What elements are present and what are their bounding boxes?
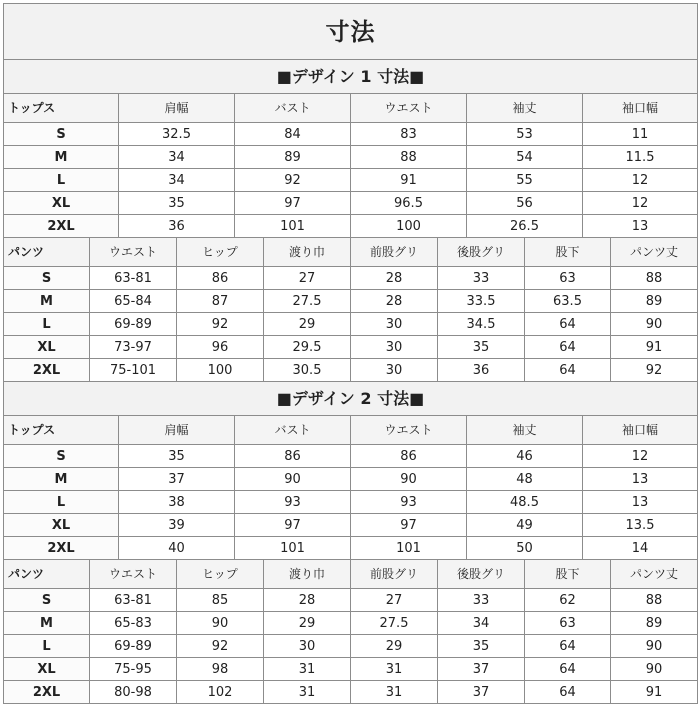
- page-title: 寸法: [4, 4, 698, 60]
- table-cell: 37: [438, 681, 525, 704]
- table-cell: 13: [583, 491, 698, 514]
- table-cell: 11: [583, 123, 698, 146]
- pants-column-header: ウエスト: [90, 238, 177, 267]
- table-cell: 34.5: [438, 313, 525, 336]
- section-heading: ■デザイン 1 寸法■: [4, 60, 698, 94]
- table-cell: 32.5: [119, 123, 235, 146]
- table-cell: 69-89: [90, 635, 177, 658]
- table-cell: 96.5: [351, 192, 467, 215]
- table-cell: 56: [467, 192, 583, 215]
- size-label: 2XL: [4, 681, 90, 704]
- pants-column-header: 股下: [525, 560, 611, 589]
- table-cell: 30: [351, 359, 438, 382]
- table-cell: 55: [467, 169, 583, 192]
- table-cell: 30: [351, 336, 438, 359]
- size-label: XL: [4, 192, 119, 215]
- pants-column-header: ウエスト: [90, 560, 177, 589]
- table-cell: 87: [177, 290, 264, 313]
- table-cell: 64: [525, 681, 611, 704]
- table-cell: 88: [351, 146, 467, 169]
- table-cell: 28: [264, 589, 351, 612]
- size-label: XL: [4, 514, 119, 537]
- size-label: M: [4, 468, 119, 491]
- table-cell: 49: [467, 514, 583, 537]
- pants-corner-label: パンツ: [4, 238, 90, 267]
- pants-column-header: 前股グリ: [351, 238, 438, 267]
- tops-column-header: 袖口幅: [583, 94, 698, 123]
- table-cell: 13: [583, 468, 698, 491]
- table-cell: 29: [264, 313, 351, 336]
- table-cell: 31: [351, 681, 438, 704]
- table-cell: 73-97: [90, 336, 177, 359]
- table-cell: 75-101: [90, 359, 177, 382]
- tops-column-header: バスト: [235, 94, 351, 123]
- table-cell: 35: [119, 192, 235, 215]
- size-label: M: [4, 146, 119, 169]
- table-cell: 34: [438, 612, 525, 635]
- pants-column-header: 渡り巾: [264, 560, 351, 589]
- table-row: [4, 658, 698, 681]
- tops-column-header: 肩幅: [119, 416, 235, 445]
- table-row: [4, 215, 698, 238]
- table-cell: 13: [583, 215, 698, 238]
- table-cell: 53: [467, 123, 583, 146]
- table-cell: 38: [119, 491, 235, 514]
- table-cell: 12: [583, 445, 698, 468]
- table-cell: 83: [351, 123, 467, 146]
- pants-column-header: 渡り巾: [264, 238, 351, 267]
- table-cell: 91: [351, 169, 467, 192]
- table-cell: 31: [351, 658, 438, 681]
- table-cell: 86: [177, 267, 264, 290]
- table-cell: 34: [119, 146, 235, 169]
- table-cell: 88: [611, 267, 698, 290]
- table-cell: 90: [611, 635, 698, 658]
- table-row: [4, 313, 698, 336]
- table-cell: 100: [177, 359, 264, 382]
- table-cell: 64: [525, 359, 611, 382]
- table-cell: 89: [611, 612, 698, 635]
- table-cell: 64: [525, 336, 611, 359]
- table-cell: 27: [264, 267, 351, 290]
- table-cell: 33.5: [438, 290, 525, 313]
- table-cell: 101: [351, 537, 467, 560]
- table-cell: 54: [467, 146, 583, 169]
- size-table: [3, 3, 698, 704]
- table-cell: 63: [525, 267, 611, 290]
- size-label: S: [4, 445, 119, 468]
- table-cell: 64: [525, 635, 611, 658]
- pants-column-header: 股下: [525, 238, 611, 267]
- table-row: [4, 192, 698, 215]
- pants-header-row: [4, 560, 698, 589]
- table-cell: 48.5: [467, 491, 583, 514]
- table-cell: 92: [611, 359, 698, 382]
- table-row: [4, 468, 698, 491]
- table-cell: 91: [611, 336, 698, 359]
- table-cell: 84: [235, 123, 351, 146]
- pants-column-header: パンツ丈: [611, 560, 698, 589]
- tops-header-row: [4, 416, 698, 445]
- table-row: [4, 514, 698, 537]
- table-cell: 11.5: [583, 146, 698, 169]
- table-cell: 85: [177, 589, 264, 612]
- size-label: M: [4, 290, 90, 313]
- table-cell: 80-98: [90, 681, 177, 704]
- table-cell: 91: [611, 681, 698, 704]
- table-cell: 14: [583, 537, 698, 560]
- pants-column-header: 後股グリ: [438, 560, 525, 589]
- table-row: [4, 537, 698, 560]
- table-cell: 89: [235, 146, 351, 169]
- table-cell: 50: [467, 537, 583, 560]
- table-cell: 101: [235, 537, 351, 560]
- table-cell: 27: [351, 589, 438, 612]
- table-cell: 100: [351, 215, 467, 238]
- section-heading-row: [4, 382, 698, 416]
- section-heading-row: [4, 60, 698, 94]
- pants-column-header: 前股グリ: [351, 560, 438, 589]
- table-cell: 37: [438, 658, 525, 681]
- table-cell: 65-84: [90, 290, 177, 313]
- table-cell: 69-89: [90, 313, 177, 336]
- table-cell: 86: [235, 445, 351, 468]
- table-cell: 96: [177, 336, 264, 359]
- table-cell: 33: [438, 267, 525, 290]
- pants-corner-label: パンツ: [4, 560, 90, 589]
- title-row: [4, 4, 698, 60]
- pants-column-header: ヒップ: [177, 560, 264, 589]
- table-cell: 63-81: [90, 267, 177, 290]
- table-cell: 93: [235, 491, 351, 514]
- table-cell: 97: [351, 514, 467, 537]
- tops-column-header: 袖丈: [467, 94, 583, 123]
- tops-column-header: 袖丈: [467, 416, 583, 445]
- table-cell: 27.5: [264, 290, 351, 313]
- table-cell: 90: [235, 468, 351, 491]
- table-row: [4, 681, 698, 704]
- table-cell: 92: [177, 635, 264, 658]
- table-cell: 33: [438, 589, 525, 612]
- size-label: 2XL: [4, 537, 119, 560]
- table-cell: 29: [351, 635, 438, 658]
- table-cell: 28: [351, 267, 438, 290]
- table-row: [4, 359, 698, 382]
- size-label: S: [4, 123, 119, 146]
- table-cell: 35: [438, 336, 525, 359]
- table-cell: 63: [525, 612, 611, 635]
- size-label: L: [4, 491, 119, 514]
- table-cell: 90: [351, 468, 467, 491]
- table-cell: 27.5: [351, 612, 438, 635]
- size-chart: [3, 3, 697, 700]
- table-cell: 102: [177, 681, 264, 704]
- table-row: [4, 169, 698, 192]
- table-cell: 29: [264, 612, 351, 635]
- table-cell: 31: [264, 681, 351, 704]
- table-cell: 35: [438, 635, 525, 658]
- table-cell: 12: [583, 192, 698, 215]
- size-label: L: [4, 169, 119, 192]
- table-cell: 34: [119, 169, 235, 192]
- table-cell: 90: [611, 313, 698, 336]
- table-row: [4, 267, 698, 290]
- table-cell: 98: [177, 658, 264, 681]
- table-row: [4, 290, 698, 313]
- size-label: M: [4, 612, 90, 635]
- table-cell: 90: [177, 612, 264, 635]
- table-cell: 97: [235, 192, 351, 215]
- size-label: L: [4, 313, 90, 336]
- table-row: [4, 589, 698, 612]
- size-label: 2XL: [4, 359, 90, 382]
- table-cell: 13.5: [583, 514, 698, 537]
- table-cell: 92: [235, 169, 351, 192]
- tops-column-header: 肩幅: [119, 94, 235, 123]
- table-cell: 40: [119, 537, 235, 560]
- table-cell: 63-81: [90, 589, 177, 612]
- tops-corner-label: トップス: [4, 416, 119, 445]
- tops-header-row: [4, 94, 698, 123]
- table-cell: 63.5: [525, 290, 611, 313]
- table-cell: 48: [467, 468, 583, 491]
- tops-column-header: ウエスト: [351, 416, 467, 445]
- table-cell: 30.5: [264, 359, 351, 382]
- tops-column-header: 袖口幅: [583, 416, 698, 445]
- table-cell: 75-95: [90, 658, 177, 681]
- table-row: [4, 635, 698, 658]
- table-row: [4, 336, 698, 359]
- pants-column-header: ヒップ: [177, 238, 264, 267]
- table-cell: 35: [119, 445, 235, 468]
- table-cell: 30: [351, 313, 438, 336]
- size-label: XL: [4, 336, 90, 359]
- table-cell: 101: [235, 215, 351, 238]
- table-cell: 90: [611, 658, 698, 681]
- section-heading: ■デザイン 2 寸法■: [4, 382, 698, 416]
- table-row: [4, 491, 698, 514]
- table-row: [4, 123, 698, 146]
- pants-column-header: 後股グリ: [438, 238, 525, 267]
- table-cell: 26.5: [467, 215, 583, 238]
- table-cell: 31: [264, 658, 351, 681]
- table-cell: 37: [119, 468, 235, 491]
- table-cell: 92: [177, 313, 264, 336]
- size-label: 2XL: [4, 215, 119, 238]
- table-cell: 39: [119, 514, 235, 537]
- table-cell: 97: [235, 514, 351, 537]
- table-cell: 65-83: [90, 612, 177, 635]
- table-cell: 86: [351, 445, 467, 468]
- table-cell: 28: [351, 290, 438, 313]
- tops-corner-label: トップス: [4, 94, 119, 123]
- size-label: L: [4, 635, 90, 658]
- table-row: [4, 612, 698, 635]
- table-row: [4, 146, 698, 169]
- pants-header-row: [4, 238, 698, 267]
- pants-column-header: パンツ丈: [611, 238, 698, 267]
- table-cell: 89: [611, 290, 698, 313]
- tops-column-header: ウエスト: [351, 94, 467, 123]
- table-cell: 29.5: [264, 336, 351, 359]
- table-cell: 93: [351, 491, 467, 514]
- tops-column-header: バスト: [235, 416, 351, 445]
- table-cell: 64: [525, 658, 611, 681]
- size-label: S: [4, 267, 90, 290]
- table-cell: 36: [438, 359, 525, 382]
- table-cell: 12: [583, 169, 698, 192]
- table-cell: 62: [525, 589, 611, 612]
- table-row: [4, 445, 698, 468]
- table-cell: 36: [119, 215, 235, 238]
- size-label: XL: [4, 658, 90, 681]
- table-cell: 64: [525, 313, 611, 336]
- table-cell: 88: [611, 589, 698, 612]
- table-cell: 46: [467, 445, 583, 468]
- size-label: S: [4, 589, 90, 612]
- table-cell: 30: [264, 635, 351, 658]
